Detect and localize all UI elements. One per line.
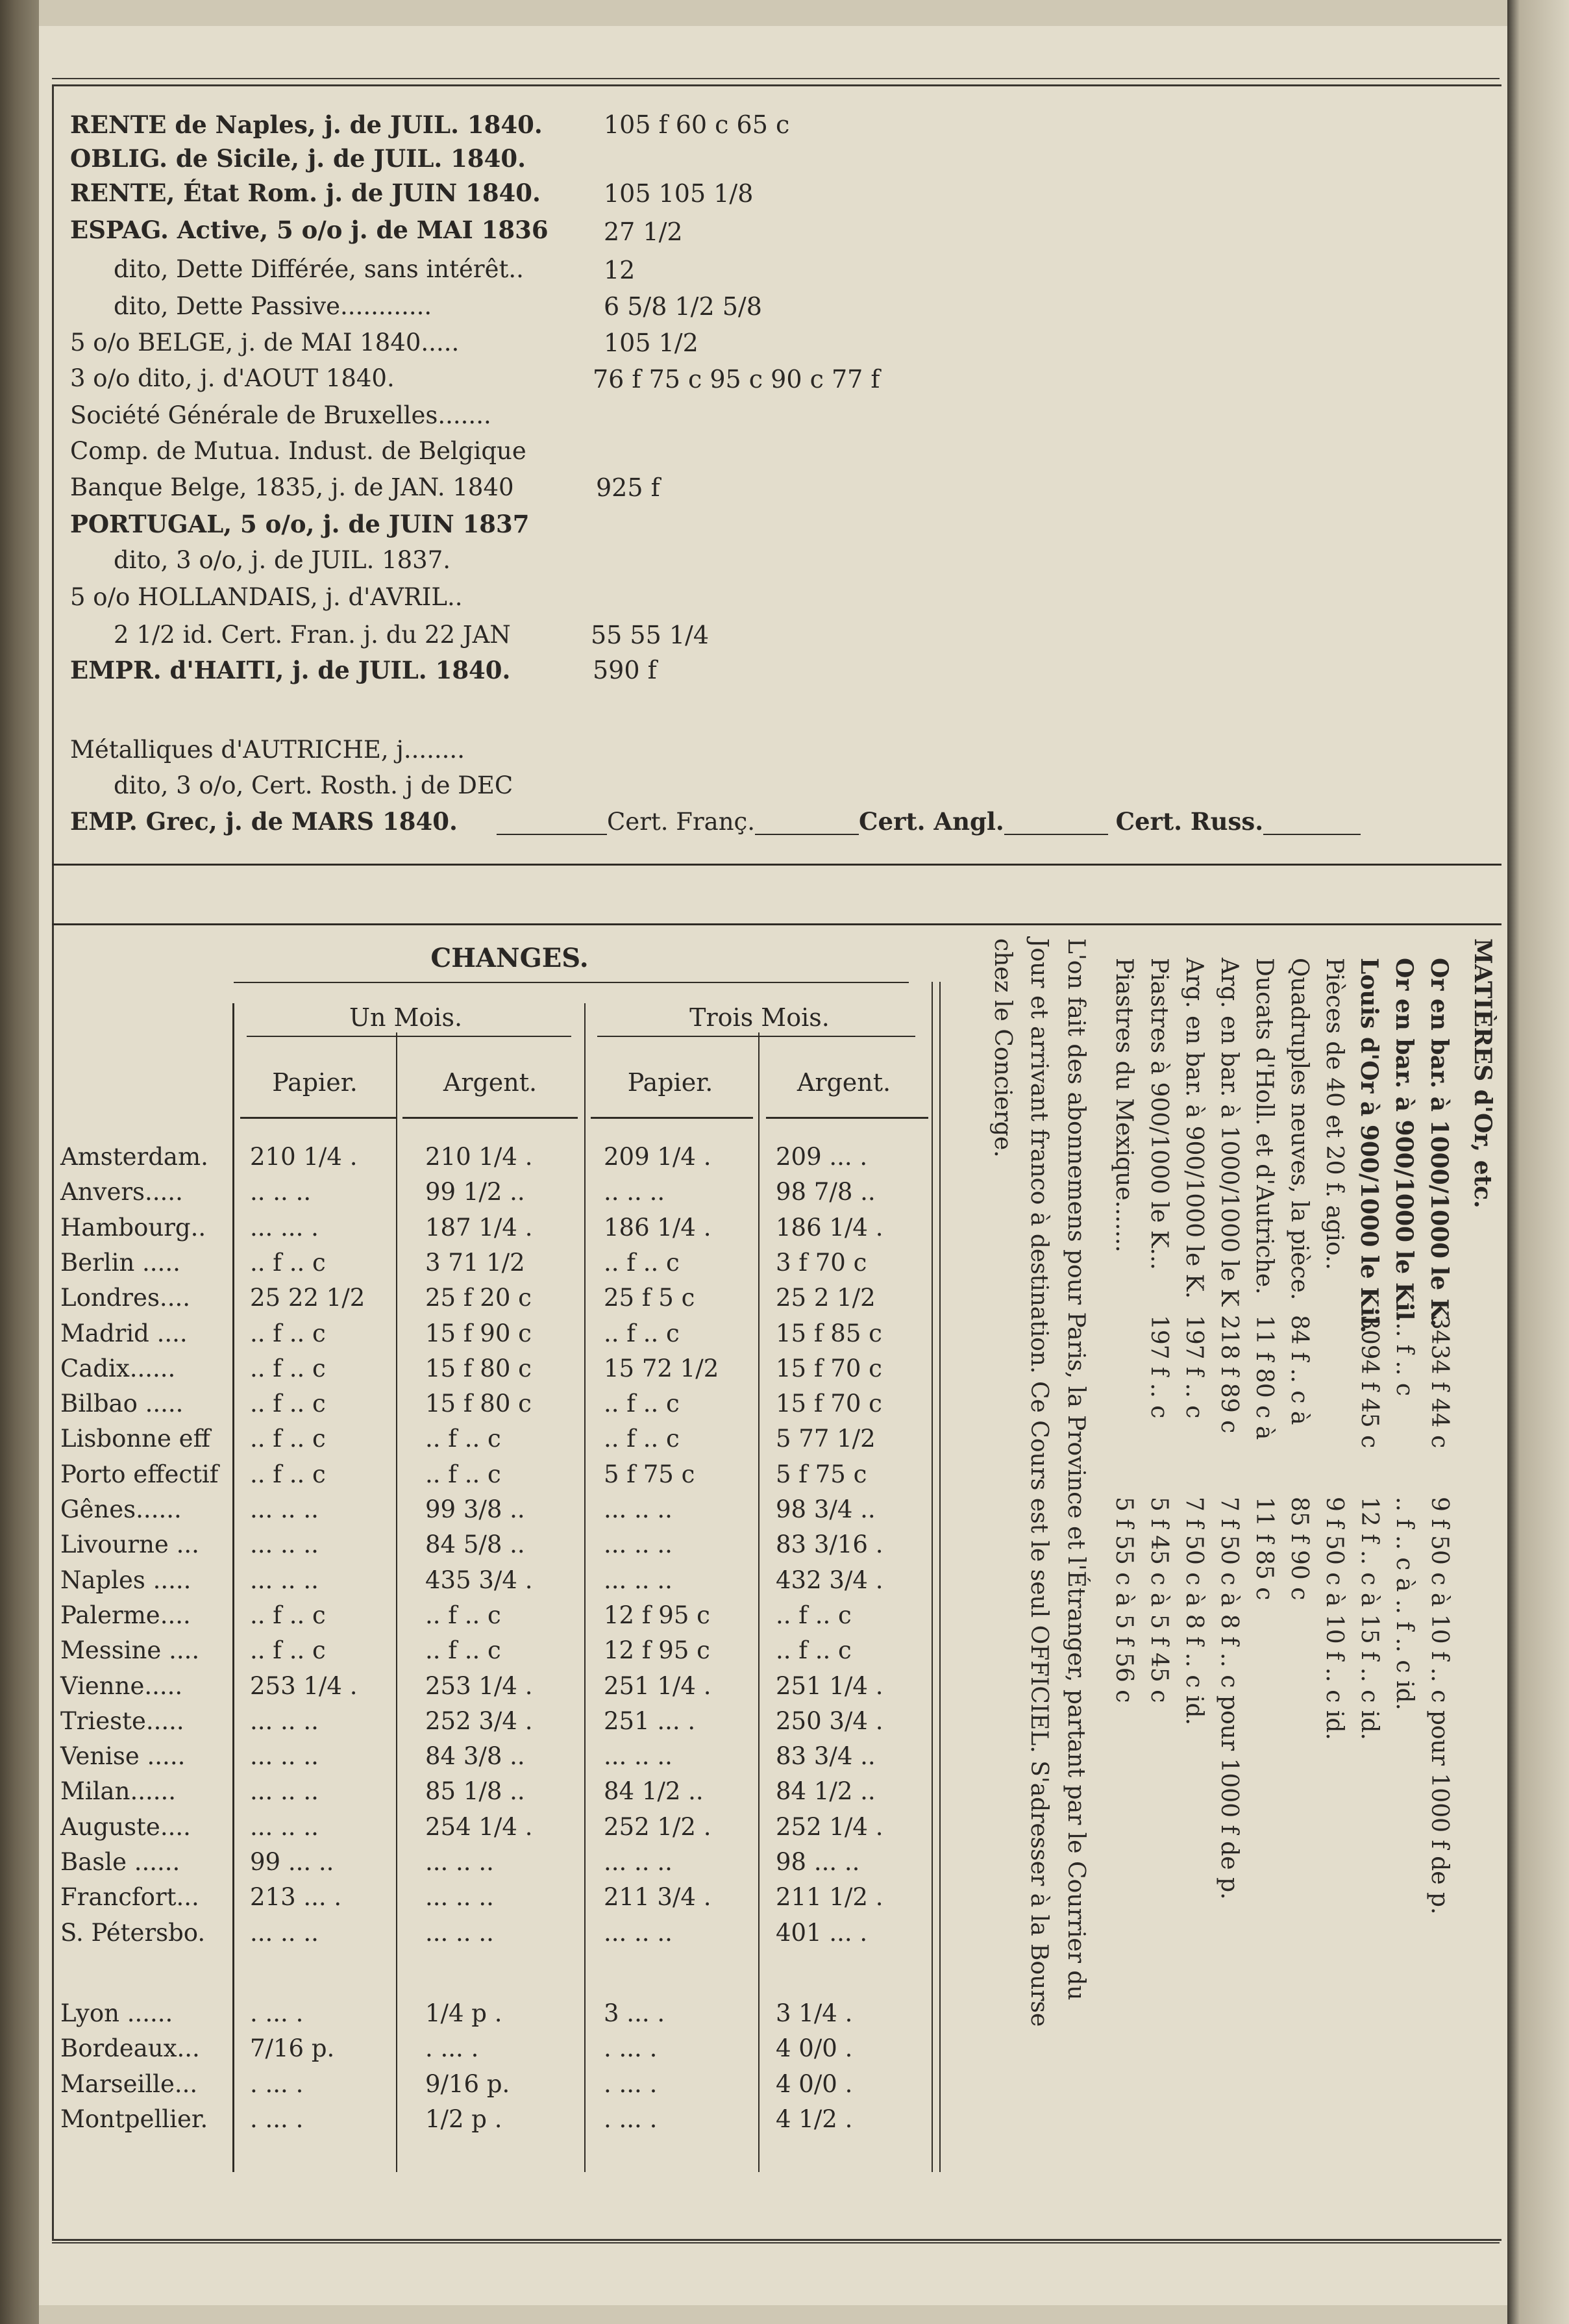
matiere-name: Pièces de 40 et 20 f. agio.. [1321,958,1348,1270]
rente-label: Métalliques d'AUTRICHE, j........ [70,736,465,764]
rente-value: 76 f 75 c 95 c 90 c 77 f [593,365,880,394]
rente-value: 590 f [593,656,657,684]
matiere-value: 85 f 90 c [1286,1497,1313,1601]
matiere-value: 12 f .. c à 15 f .. c id. [1356,1497,1383,1740]
cert-franc: Cert. Franç. [607,808,756,836]
change-rate: 5 f 75 c [604,1460,695,1488]
change-rate: 211 3/4 . [604,1883,711,1912]
book-binding [0,0,39,2324]
change-city: Palerme.... [60,1601,191,1629]
matiere-value: 7 f 50 c à 8 f .. c pour 1000 f de p. [1216,1497,1242,1900]
rente-label: ESPAG. Active, 5 o/o j. de MAI 1836 [70,216,549,244]
matiere-value: 5 f 45 c à 5 f 45 c [1146,1497,1172,1703]
change-rate: . ... . [604,2069,658,2098]
change-rate: 99 ... .. [250,1848,334,1876]
change-rate: .. f .. c [604,1319,680,1347]
header-rule [240,1117,396,1119]
change-rate: 213 ... . [250,1883,342,1912]
change-rate: 4 0/0 . [776,2034,853,2063]
change-rate: 210 1/4 . [425,1143,533,1171]
change-city: Livourne ... [60,1531,199,1559]
change-rate: ... .. .. [250,1742,319,1771]
change-rate: 251 ... . [604,1706,696,1735]
change-rate: 84 1/2 .. [604,1777,704,1806]
change-rate: 211 1/2 . [776,1883,883,1912]
change-rate: 254 1/4 . [425,1812,533,1841]
change-rate: 3 f 70 c [776,1248,867,1277]
change-rate: 210 1/4 . [250,1143,358,1171]
change-rate: 12 f 95 c [604,1636,710,1665]
change-rate: ... ... . [250,1213,319,1242]
matiere-value: 197 f .. c [1181,1315,1207,1419]
change-rate: .. f .. c [425,1425,501,1453]
change-rate: 25 f 5 c [604,1284,695,1312]
header-rule [766,1117,928,1119]
rente-label: RENTE de Naples, j. de JUIL. 1840. [70,110,543,139]
column-rule [396,1032,397,2172]
change-rate: 252 1/2 . [604,1812,711,1841]
change-rate: .. f .. c [425,1636,501,1665]
change-rate: .. f .. c [604,1425,680,1453]
change-city: Trieste..... [60,1706,184,1735]
matiere-name: Arg. en bar. à 1000/1000 le K [1216,958,1242,1306]
rente-label: Société Générale de Bruxelles....... [70,401,491,429]
change-city: Naples ..... [60,1566,191,1594]
change-rate: ... .. .. [425,1918,494,1947]
change-rate: .. f .. c [250,1390,326,1418]
change-rate: 5 f 75 c [776,1460,867,1488]
change-rate: 3 71 1/2 [425,1248,525,1277]
matiere-name: Piastres du Mexique....... [1111,958,1137,1253]
header-rule [591,1117,753,1119]
change-rate: 251 1/4 . [776,1671,883,1700]
change-rate: 15 f 70 c [776,1354,882,1382]
change-rate: 209 ... . [776,1143,868,1171]
change-rate: .. f .. c [425,1460,501,1488]
matiere-name: Or en bar. à 900/1000 le Kil [1390,958,1418,1321]
change-city: S. Pétersbo. [60,1918,206,1947]
rente-value: 105 f 60 c 65 c [604,110,790,139]
change-rate: 25 2 1/2 [776,1284,876,1312]
rente-label: 5 o/o BELGE, j. de MAI 1840..... [70,329,460,356]
matiere-value: 5 f 55 c à 5 f 56 c [1111,1497,1137,1703]
note-line: chez le Concierge. [989,938,1016,1158]
column-rule [758,1032,760,2172]
matiere-name: Or en bar. à 1000/1000 le K. [1426,958,1453,1327]
rente-label: 5 o/o HOLLANDAIS, j. d'AVRIL.. [70,583,463,611]
change-city: Anvers..... [60,1178,183,1206]
change-rate: ... .. .. [250,1918,319,1947]
change-city: Hambourg.. [60,1213,206,1242]
cert-russ: Cert. Russ. [1115,807,1264,836]
change-rate: .. f .. c [250,1248,326,1277]
blank-line [1004,813,1108,835]
change-rate: ... .. .. [250,1777,319,1806]
change-rate: .. f .. c [425,1601,501,1629]
change-rate: 252 1/4 . [776,1812,883,1841]
change-rate: 15 f 70 c [776,1390,882,1418]
change-rate: 83 3/16 . [776,1531,883,1559]
blank-line [755,813,859,835]
matiere-name: Louis d'Or à 900/1000 le Kil. [1355,958,1383,1334]
change-rate: 4 0/0 . [776,2069,853,2098]
change-rate: 98 7/8 .. [776,1178,876,1206]
matiere-value: 3434 f 44 c [1426,1315,1453,1449]
change-city: Messine .... [60,1636,200,1665]
column-rule [939,982,941,2172]
matieres-title: MATIÈRES d'Or, etc. [1469,938,1496,1208]
emp-grec-certs [497,808,1361,835]
change-rate: 25 f 20 c [425,1284,532,1312]
note-line: Jour et arrivant franco à destination. Ce Cours est le seul OFFICIEL. S'adresser à la Bourse [1026,938,1052,2027]
change-rate: 252 3/4 . [425,1706,533,1735]
change-city: Venise ..... [60,1742,186,1771]
change-rate: .. .. .. [250,1178,312,1206]
change-rate: 209 1/4 . [604,1143,711,1171]
cert-angl: Cert. Angl. [859,807,1004,836]
change-rate: 99 1/2 .. [425,1178,525,1206]
matiere-name: Ducats d'Holl. et d'Autriche. [1251,958,1278,1295]
change-rate: ... .. .. [604,1495,673,1523]
papier-header: Papier. [272,1068,358,1097]
matiere-value: ... f .. c [1391,1315,1418,1397]
column-rule [232,1003,234,2172]
change-rate: 187 1/4 . [425,1213,533,1242]
change-rate: 15 f 80 c [425,1354,532,1382]
frame-bottom-rule [52,2242,1500,2243]
blank-line [497,813,607,835]
change-rate: . ... . [250,2069,304,2098]
matieres-rotated [969,938,1514,2062]
change-city: Porto effectif [60,1460,219,1488]
rente-value: 6 5/8 1/2 5/8 [604,292,762,321]
note-line: L'on fait des abonnemens pour Paris, la Province et l'Étranger, partant par le Courrier du [1063,938,1089,2001]
rente-value: 55 55 1/4 [591,621,710,649]
rente-label: dito, 3 o/o, j. de JUIL. 1837. [114,546,451,574]
change-rate: 401 ... . [776,1918,868,1947]
change-city: Milan...... [60,1777,177,1806]
change-rate: 85 1/8 .. [425,1777,525,1806]
rente-label: 3 o/o dito, j. d'AOUT 1840. [70,364,395,392]
change-rate: 15 f 90 c [425,1319,532,1347]
matiere-value: 11 f 80 c à [1251,1315,1278,1440]
change-rate: ... .. .. [425,1883,494,1912]
section-divider [52,864,1501,866]
matiere-value: 84 f .. c à [1286,1315,1313,1425]
rente-label: dito, 3 o/o, Cert. Rosth. j de DEC [114,771,513,799]
change-city: Cadix...... [60,1354,176,1382]
change-rate: 99 3/8 .. [425,1495,525,1523]
change-rate: 15 f 80 c [425,1390,532,1418]
change-city: Amsterdam. [60,1143,208,1171]
change-rate: . ... . [425,2034,479,2063]
change-rate: . ... . [604,2105,658,2133]
change-rate: 253 1/4 . [425,1671,533,1700]
change-rate: .. f .. c [250,1319,326,1347]
matiere-value: .. f .. c à .. f .. c id. [1391,1497,1418,1710]
change-rate: ... .. .. [604,1566,673,1594]
change-city: Gênes...... [60,1495,182,1523]
change-city: Madrid .... [60,1319,188,1347]
papier-header: Papier. [627,1068,713,1097]
change-city: Vienne..... [60,1671,183,1700]
rente-value: 105 1/2 [604,329,698,357]
rente-label: RENTE, État Rom. j. de JUIN 1840. [70,179,541,207]
matiere-value: 9 f 50 c à 10 f .. c id. [1321,1497,1348,1740]
change-rate: 4 1/2 . [776,2105,853,2133]
change-city: Lyon ...... [60,1999,173,2027]
matiere-value: 7 f 50 c à 8 f .. c id. [1181,1497,1207,1725]
change-city: Londres.... [60,1284,190,1312]
matiere-value: 218 f 89 c [1216,1315,1242,1434]
change-rate: ... .. .. [250,1495,319,1523]
change-city: Francfort... [60,1883,199,1912]
change-rate: 186 1/4 . [604,1213,711,1242]
change-rate: ... .. .. [250,1531,319,1559]
change-city: Bilbao ..... [60,1390,184,1418]
rente-label: Comp. de Mutua. Indust. de Belgique [70,437,526,465]
matiere-name: Quadruples neuves, la pièce. [1286,958,1313,1301]
change-rate: .. f .. c [604,1390,680,1418]
rente-value: 12 [604,256,636,284]
header-rule [247,1036,571,1037]
rente-label: EMPR. d'HAITI, j. de JUIL. 1840. [70,656,511,684]
change-rate: 9/16 p. [425,2069,510,2098]
change-rate: 1/2 p . [425,2105,502,2133]
matiere-name: Piastres à 900/1000 le K... [1146,958,1172,1270]
change-rate: .. f .. c [776,1636,852,1665]
matiere-value: 3094 f 45 c [1356,1315,1383,1449]
change-rate: ... .. .. [604,1742,673,1771]
column-rule [932,982,933,2172]
rente-value: 105 105 1/8 [604,179,754,208]
change-rate: ... .. .. [250,1566,319,1594]
change-rate: 432 3/4 . [776,1566,883,1594]
change-rate: 435 3/4 . [425,1566,533,1594]
section-divider [52,923,1501,925]
change-rate: 3 ... . [604,1999,665,2027]
argent-header: Argent. [443,1068,537,1097]
rente-label: Banque Belge, 1835, j. de JAN. 1840 [70,473,514,501]
change-rate: 251 1/4 . [604,1671,711,1700]
change-city: Montpellier. [60,2105,208,2133]
change-rate: ... .. .. [250,1812,319,1841]
changes-title: CHANGES. [430,943,589,973]
rente-label: dito, Dette Différée, sans intérêt.. [114,255,524,283]
header-rule [597,1036,915,1037]
change-rate: 84 3/8 .. [425,1742,525,1771]
change-rate: 83 3/4 .. [776,1742,876,1771]
column-rule [584,1003,586,2172]
change-rate: .. .. .. [604,1178,665,1206]
rente-label: PORTUGAL, 5 o/o, j. de JUIN 1837 [70,510,530,538]
change-city: Basle ...... [60,1848,180,1876]
change-rate: 15 f 85 c [776,1319,882,1347]
trois-mois-header: Trois Mois. [689,1003,830,1032]
change-rate: 25 22 1/2 [250,1284,365,1312]
rente-label: OBLIG. de Sicile, j. de JUIL. 1840. [70,144,526,173]
change-rate: ... .. .. [425,1848,494,1876]
change-rate: .. f .. c [250,1460,326,1488]
change-city: Marseille... [60,2069,198,2098]
change-city: Auguste.... [60,1812,191,1841]
rente-value: 925 f [596,473,660,502]
rente-label: dito, Dette Passive............ [114,292,432,320]
change-rate: . ... . [250,2105,304,2133]
change-rate: . ... . [604,2034,658,2063]
matiere-value: 9 f 50 c à 10 f .. c pour 1000 f de p. [1426,1497,1453,1915]
change-rate: .. f .. c [250,1425,326,1453]
change-city: Bordeaux... [60,2034,200,2063]
change-rate: 250 3/4 . [776,1706,883,1735]
matiere-value: 197 f .. c [1146,1315,1172,1419]
change-rate: 5 77 1/2 [776,1425,876,1453]
change-city: Berlin ..... [60,1248,180,1277]
change-rate: 98 3/4 .. [776,1495,876,1523]
matiere-value: 11 f 85 c [1251,1497,1278,1601]
header-rule [234,982,909,983]
un-mois-header: Un Mois. [349,1003,463,1032]
change-rate: .. f .. c [250,1601,326,1629]
rente-label: 2 1/2 id. Cert. Fran. j. du 22 JAN [114,621,511,649]
change-rate: 1/4 p . [425,1999,502,2027]
change-rate: .. f .. c [250,1354,326,1382]
rente-value: 27 1/2 [604,218,683,246]
rente-label: EMP. Grec, j. de MARS 1840. [70,807,458,836]
change-rate: 84 1/2 .. [776,1777,876,1806]
change-rate: 3 1/4 . [776,1999,853,2027]
change-rate: ... .. .. [604,1531,673,1559]
adjacent-page-edge [1507,0,1569,2324]
change-rate: 7/16 p. [250,2034,335,2063]
change-rate: ... .. .. [250,1706,319,1735]
change-rate: ... .. .. [604,1848,673,1876]
change-rate: .. f .. c [604,1248,680,1277]
change-rate: ... .. .. [604,1918,673,1947]
change-rate: . ... . [250,1999,304,2027]
blank-line [1263,813,1361,835]
matiere-name: Arg. en bar. à 900/1000 le K. [1181,958,1207,1299]
change-rate: 186 1/4 . [776,1213,883,1242]
argent-header: Argent. [797,1068,891,1097]
change-rate: 15 72 1/2 [604,1354,719,1382]
change-rate: .. f .. c [776,1601,852,1629]
change-rate: 98 ... .. [776,1848,860,1876]
header-rule [402,1117,578,1119]
change-rate: 84 5/8 .. [425,1531,525,1559]
change-rate: 12 f 95 c [604,1601,710,1629]
change-city: Lisbonne eff [60,1425,210,1453]
frame-top-rule [52,78,1500,79]
change-rate: .. f .. c [250,1636,326,1665]
change-rate: 253 1/4 . [250,1671,358,1700]
